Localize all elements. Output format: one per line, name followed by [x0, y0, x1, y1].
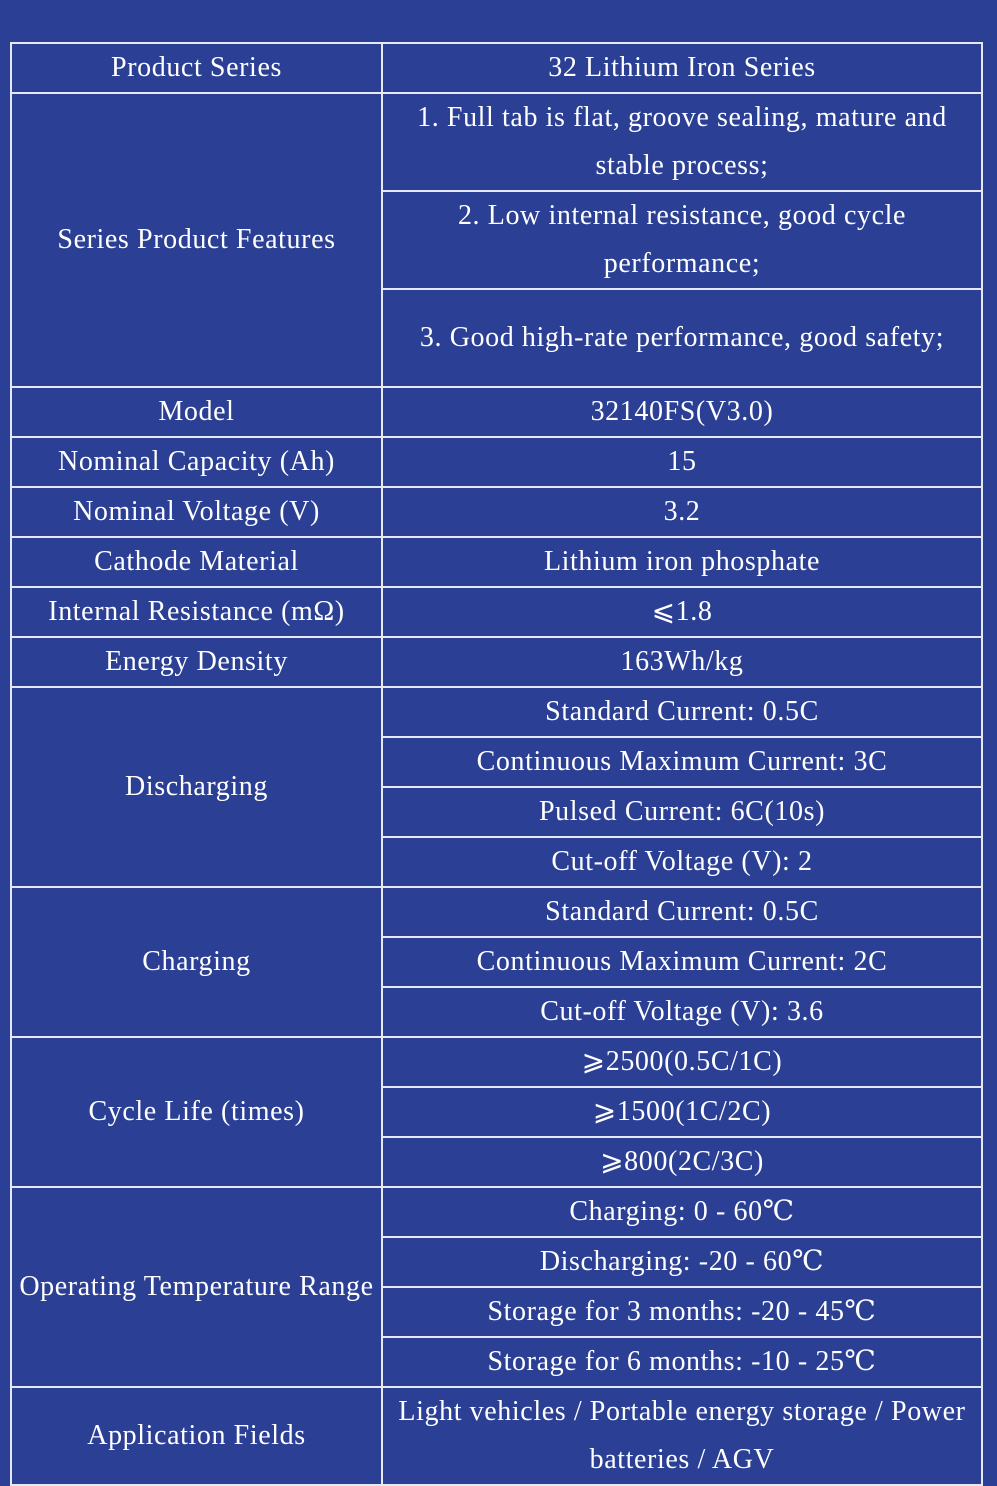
row-cycle-life — [11, 1037, 982, 1087]
series-features-label: Series Product Features — [11, 93, 382, 387]
row-series-features — [11, 93, 982, 191]
cycle-life-label: Cycle Life (times) — [11, 1037, 382, 1187]
discharging-item-2: Continuous Maximum Current: 3C — [382, 737, 982, 787]
series-feature-2: 2. Low internal resistance, good cycle performance; — [382, 191, 982, 289]
cathode-material-value: Lithium iron phosphate — [382, 537, 982, 587]
discharging-item-1: Standard Current: 0.5C — [382, 687, 982, 737]
nominal-voltage-label: Nominal Voltage (V) — [11, 487, 382, 537]
charging-item-3: Cut-off Voltage (V): 3.6 — [382, 987, 982, 1037]
application-fields-value: Light vehicles / Portable energy storage / Power batteries / AGV — [382, 1387, 982, 1485]
series-feature-3: 3. Good high-rate performance, good safety; — [382, 289, 982, 387]
cycle-life-item-1: ⩾2500(0.5C/1C) — [382, 1037, 982, 1087]
operating-temperature-item-4: Storage for 6 months: -10 - 25℃ — [382, 1337, 982, 1387]
row-cathode-material — [11, 537, 982, 587]
nominal-voltage-value: 3.2 — [382, 487, 982, 537]
model-label: Model — [11, 387, 382, 437]
model-value: 32140FS(V3.0) — [382, 387, 982, 437]
product-series-label: Product Series — [11, 43, 382, 93]
charging-item-2: Continuous Maximum Current: 2C — [382, 937, 982, 987]
row-nominal-voltage — [11, 487, 982, 537]
application-fields-label: Application Fields — [11, 1387, 382, 1485]
product-series-value: 32 Lithium Iron Series — [382, 43, 982, 93]
charging-label: Charging — [11, 887, 382, 1037]
row-operating-temperature — [11, 1187, 982, 1237]
cycle-life-item-3: ⩾800(2C/3C) — [382, 1137, 982, 1187]
series-feature-1: 1. Full tab is flat, groove sealing, mature and stable process; — [382, 93, 982, 191]
operating-temperature-label: Operating Temperature Range — [11, 1187, 382, 1387]
spec-table — [10, 42, 983, 1486]
nominal-capacity-label: Nominal Capacity (Ah) — [11, 437, 382, 487]
cathode-material-label: Cathode Material — [11, 537, 382, 587]
internal-resistance-value: ⩽1.8 — [382, 587, 982, 637]
row-discharging — [11, 687, 982, 737]
row-internal-resistance — [11, 587, 982, 637]
row-energy-density — [11, 637, 982, 687]
charging-item-1: Standard Current: 0.5C — [382, 887, 982, 937]
row-model — [11, 387, 982, 437]
energy-density-value: 163Wh/kg — [382, 637, 982, 687]
discharging-item-3: Pulsed Current: 6C(10s) — [382, 787, 982, 837]
row-nominal-capacity — [11, 437, 982, 487]
nominal-capacity-value: 15 — [382, 437, 982, 487]
energy-density-label: Energy Density — [11, 637, 382, 687]
row-application-fields — [11, 1387, 982, 1485]
operating-temperature-item-3: Storage for 3 months: -20 - 45℃ — [382, 1287, 982, 1337]
internal-resistance-label: Internal Resistance (mΩ) — [11, 587, 382, 637]
operating-temperature-item-2: Discharging: -20 - 60℃ — [382, 1237, 982, 1287]
row-product-series — [11, 43, 982, 93]
discharging-item-4: Cut-off Voltage (V): 2 — [382, 837, 982, 887]
operating-temperature-item-1: Charging: 0 - 60℃ — [382, 1187, 982, 1237]
row-charging — [11, 887, 982, 937]
discharging-label: Discharging — [11, 687, 382, 887]
cycle-life-item-2: ⩾1500(1C/2C) — [382, 1087, 982, 1137]
